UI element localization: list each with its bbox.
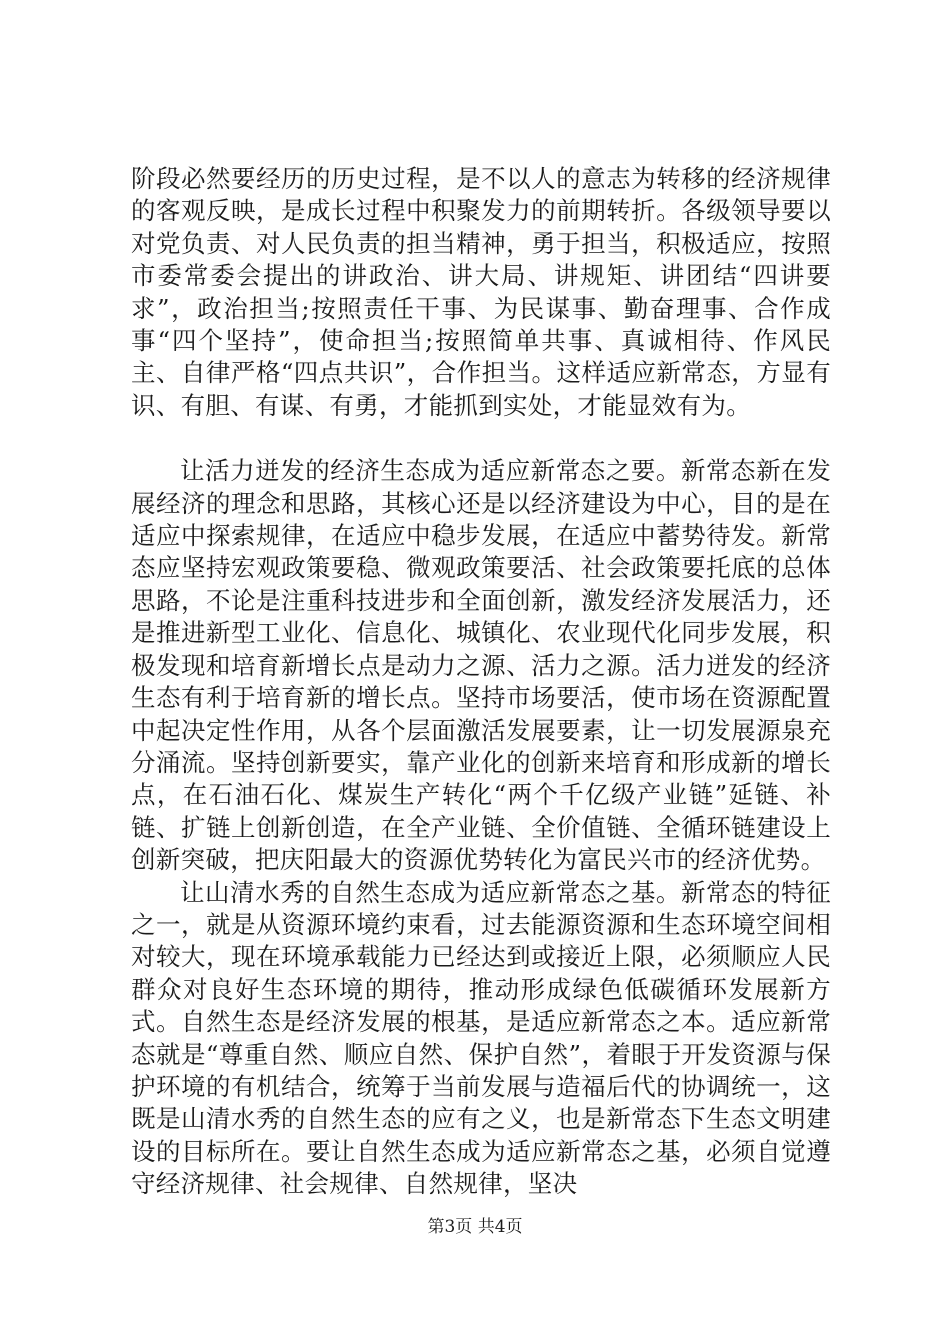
document-body bbox=[131, 163, 831, 1201]
paragraph-natural-ecology: 让山清水秀的自然生态成为适应新常态之基。新常态的特征之一，就是从资源环境约束看，过去能源资源和生态环境空间相对较大，现在环境承载能力已经达到或接近上限，必须顺应人民群众对良好生态环境的期待，推动形成绿色低碳循环发展新方式。自然生态是经济发展的根基，是适应新常态之本。适应新常态就是“尊重自然、顺应自然、保护自然”，着眼于开发资源与保护环境的有机结合，统筹于当前发展与造福后代的协调统一，这既是山清水秀的自然生态的应有之义，也是新常态下生态文明建设的目标所在。要让自然生态成为适应新常态之基，必须自觉遵守经济规律、社会规律、自然规律，坚决 bbox=[131, 877, 831, 1199]
paragraph-economic-ecology: 让活力迸发的经济生态成为适应新常态之要。新常态新在发展经济的理念和思路，其核心还是以经济建设为中心，目的是在适应中探索规律，在适应中稳步发展，在适应中蓄势待发。新常态应坚持宏观政策要稳、微观政策要活、社会政策要托底的总体思路，不论是注重科技进步和全面创新，激发经济发展活力，还是推进新型工业化、信息化、城镇化、农业现代化同步发展，积极发现和培育新增长点是动力之源、活力之源。活力迸发的经济生态有利于培育新的增长点。坚持市场要活，使市场在资源配置中起决定性作用，从各个层面激活发展要素，让一切发展源泉充分涌流。坚持创新要实，靠产业化的创新来培育和形成新的增长点，在石油石化、煤炭生产转化“两个千亿级产业链”延链、补链、扩链上创新创造，在全产业链、全价值链、全循环链建设上创新突破，把庆阳最大的资源优势转化为富民兴市的经济优势。 bbox=[131, 456, 831, 875]
paragraph-continuation: 阶段必然要经历的历史过程，是不以人的意志为转移的经济规律的客观反映，是成长过程中积聚发力的前期转折。各级领导要以对党负责、对人民负责的担当精神，勇于担当，积极适应，按照市委常委会提出的讲政治、讲大局、讲规矩、讲团结“四讲要求”，政治担当;按照责任干事、为民谋事、勤奋理事、合作成事“四个坚持”，使命担当;按照简单共事、真诚相待、作风民主、自律严格“四点共识”，合作担当。这样适应新常态，方显有识、有胆、有谋、有勇，才能抓到实处，才能显效有为。 bbox=[131, 164, 831, 420]
page-number-footer: 第3页 共4页 bbox=[427, 1217, 523, 1237]
